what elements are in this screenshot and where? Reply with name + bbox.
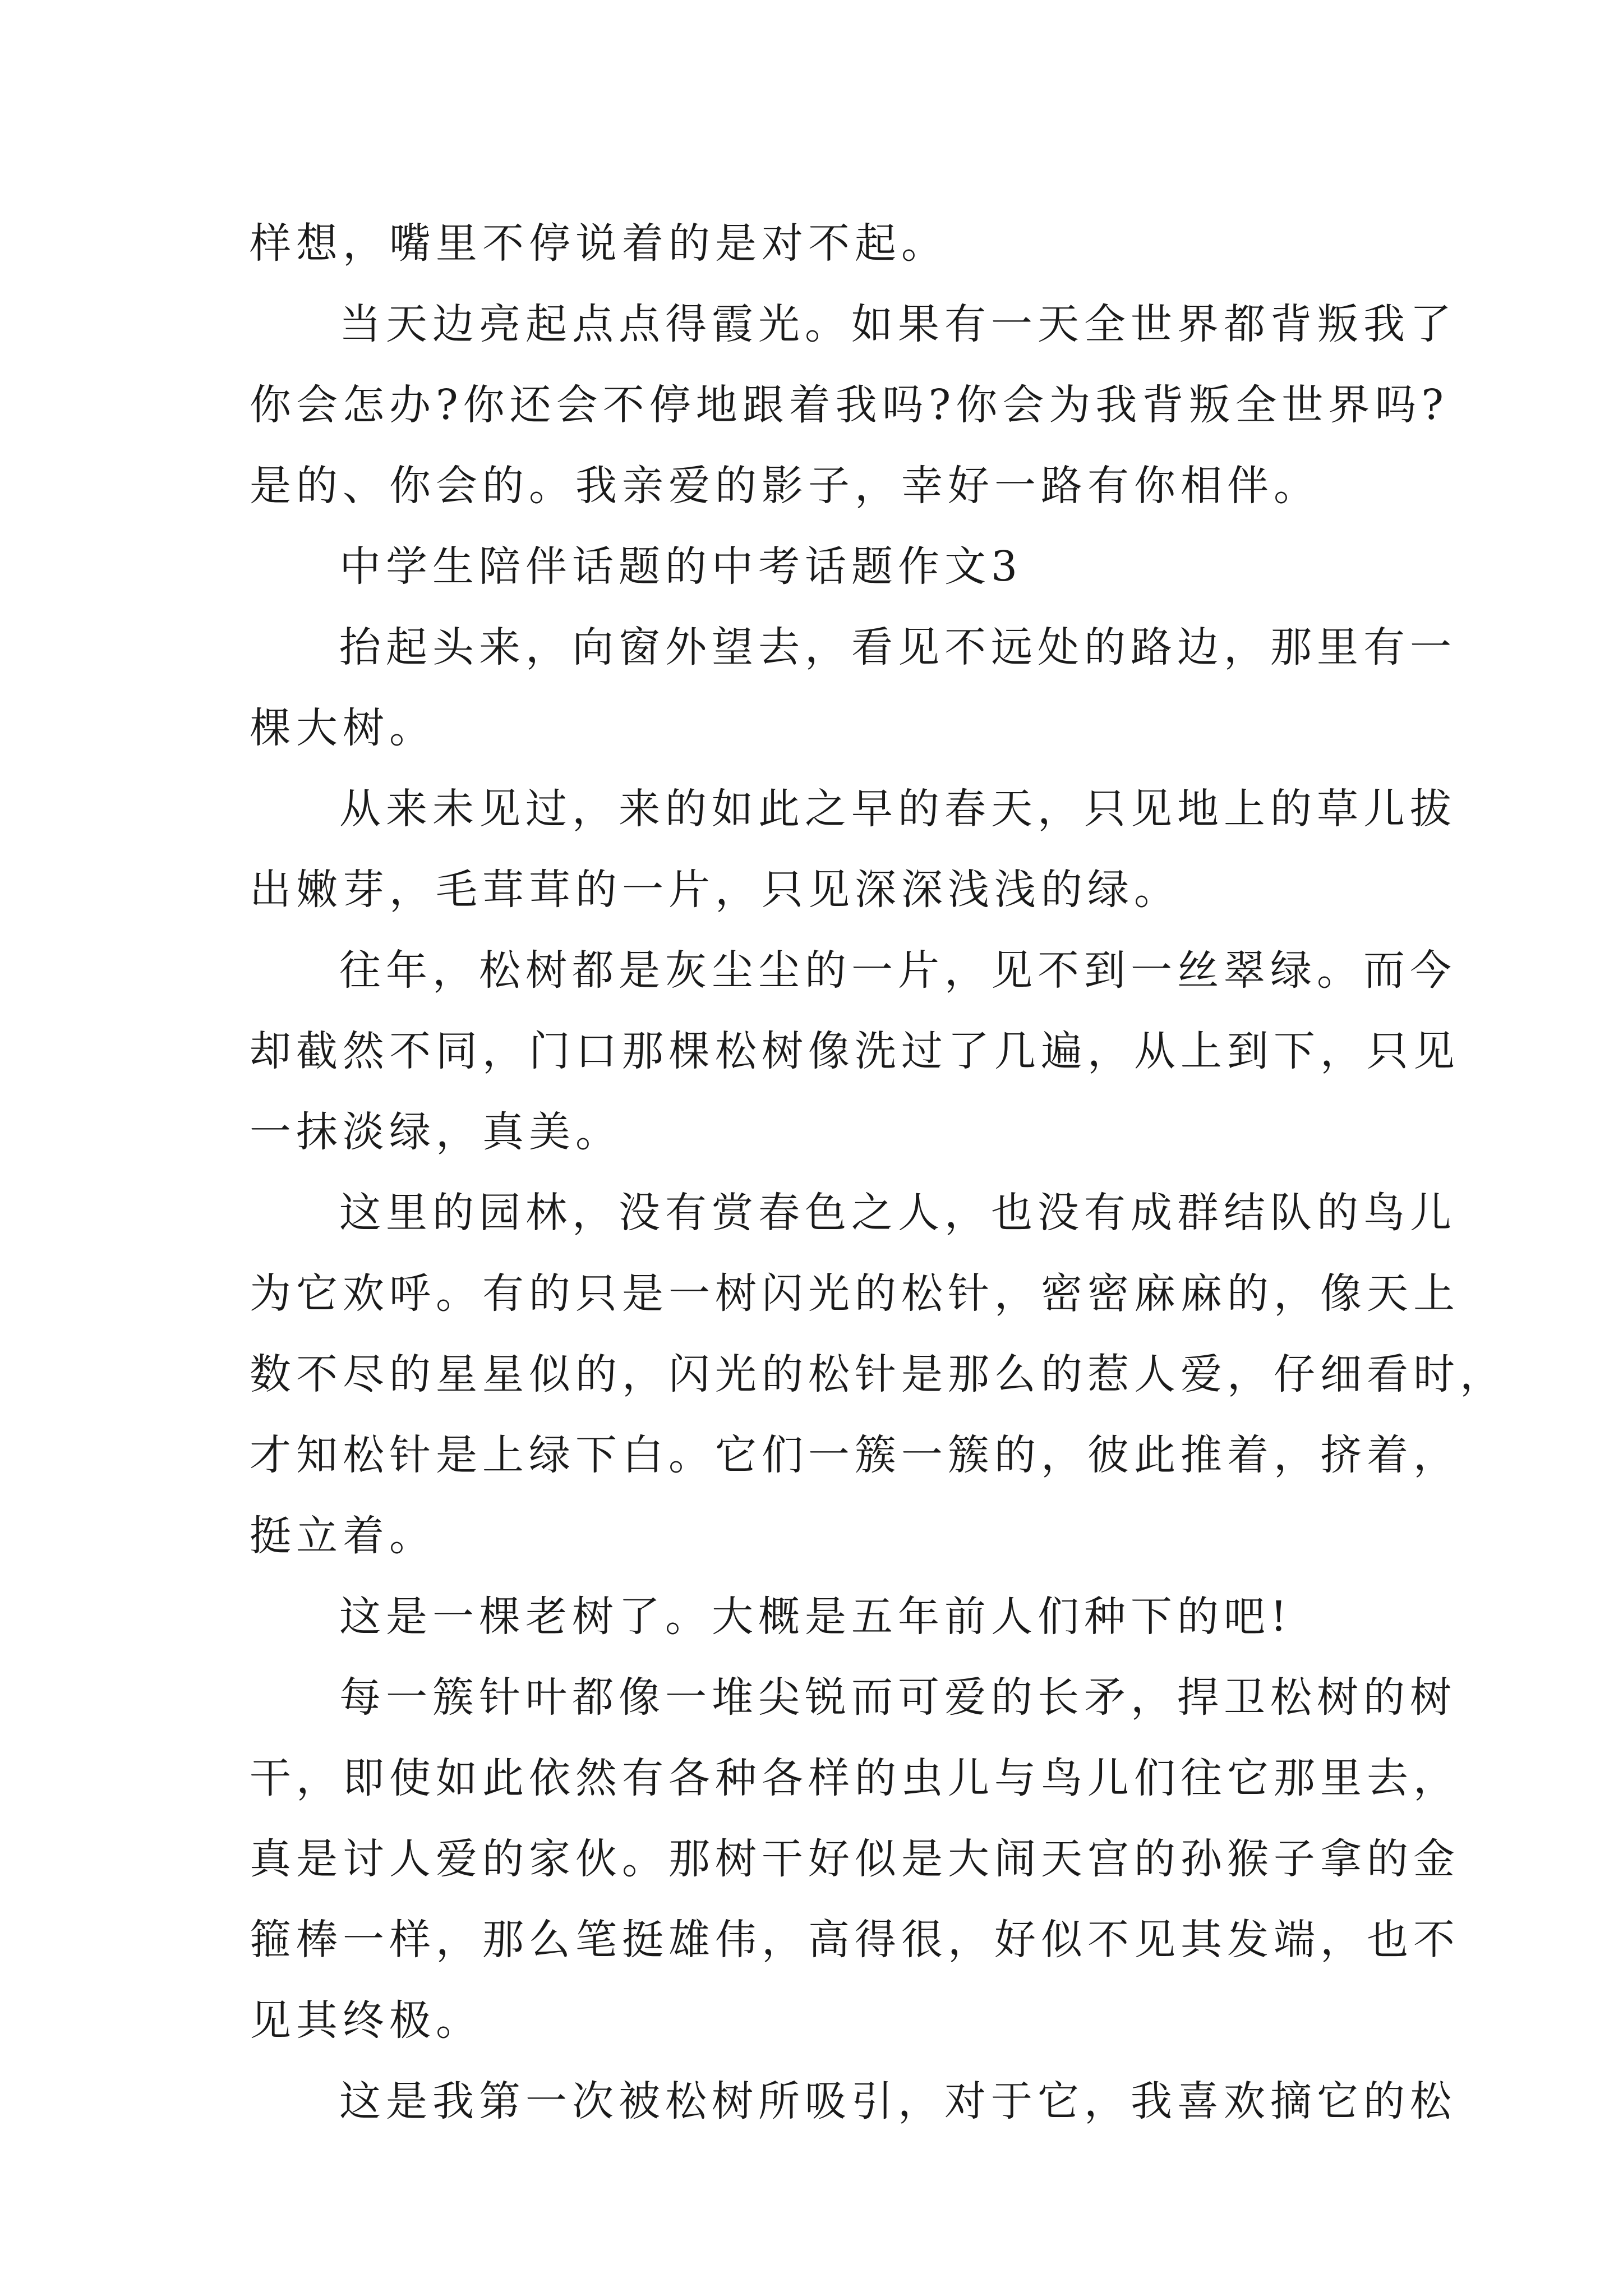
text-line: 为它欢呼。有的只是一树闪光的松针，密密麻麻的，像天上: [250, 1269, 1460, 1318]
text-line: 见其终极。: [250, 1996, 482, 2045]
paragraph-start-line: 当天边亮起点点得霞光。如果有一天全世界都背叛我了: [339, 300, 1456, 348]
text-line: 是的、你会的。我亲爱的影子，幸好一路有你相伴。: [250, 462, 1320, 510]
text-line: 才知松针是上绿下白。它们一簇一簇的，彼此推着，挤着，: [250, 1431, 1460, 1479]
paragraph-start-line: 往年，松树都是灰尘尘的一片，见不到一丝翠绿。而今: [339, 946, 1456, 995]
essay-heading: 中学生陪伴话题的中考话题作文3: [339, 542, 1023, 591]
text-line: 棵大树。: [250, 704, 436, 752]
text-line: 你会怎办?你还会不停地跟着我吗?你会为我背叛全世界吗?: [250, 381, 1449, 429]
document-body: [250, 203, 1506, 2142]
text-line: 真是讨人爱的家伙。那树干好似是大闹天宫的孙猴子拿的金: [250, 1835, 1460, 1883]
text-line: 箍棒一样，那么笔挺雄伟，高得很，好似不见其发端，也不: [250, 1916, 1460, 1964]
text-line: 挺立着。: [250, 1512, 436, 1560]
text-line: 出嫩芽，毛茸茸的一片，只见深深浅浅的绿。: [250, 866, 1181, 914]
paragraph-start-line: 这是一棵老树了。大概是五年前人们种下的吧!: [339, 1593, 1292, 1641]
text-line: 数不尽的星星似的，闪光的松针是那么的惹人爱，仔细看时，: [250, 1350, 1506, 1398]
paragraph-start-line: 这是我第一次被松树所吸引，对于它，我喜欢摘它的松: [339, 2077, 1456, 2125]
paragraph-start-line: 这里的园林，没有赏春色之人，也没有成群结队的鸟儿: [339, 1189, 1456, 1237]
paragraph-start-line: 每一簇针叶都像一堆尖锐而可爱的长矛，捍卫松树的树: [339, 1673, 1456, 1722]
paragraph-start-line: 从来未见过，来的如此之早的春天，只见地上的草儿拔: [339, 785, 1456, 833]
paragraph-start-line: 抬起头来，向窗外望去，看见不远处的路边，那里有一: [339, 623, 1456, 671]
text-line: 一抹淡绿，真美。: [250, 1108, 622, 1156]
text-line: 干，即使如此依然有各种各样的虫儿与鸟儿们往它那里去，: [250, 1754, 1460, 1802]
text-line: 却截然不同，门口那棵松树像洗过了几遍，从上到下，只见: [250, 1027, 1460, 1075]
text-line: 样想，嘴里不停说着的是对不起。: [250, 219, 948, 268]
